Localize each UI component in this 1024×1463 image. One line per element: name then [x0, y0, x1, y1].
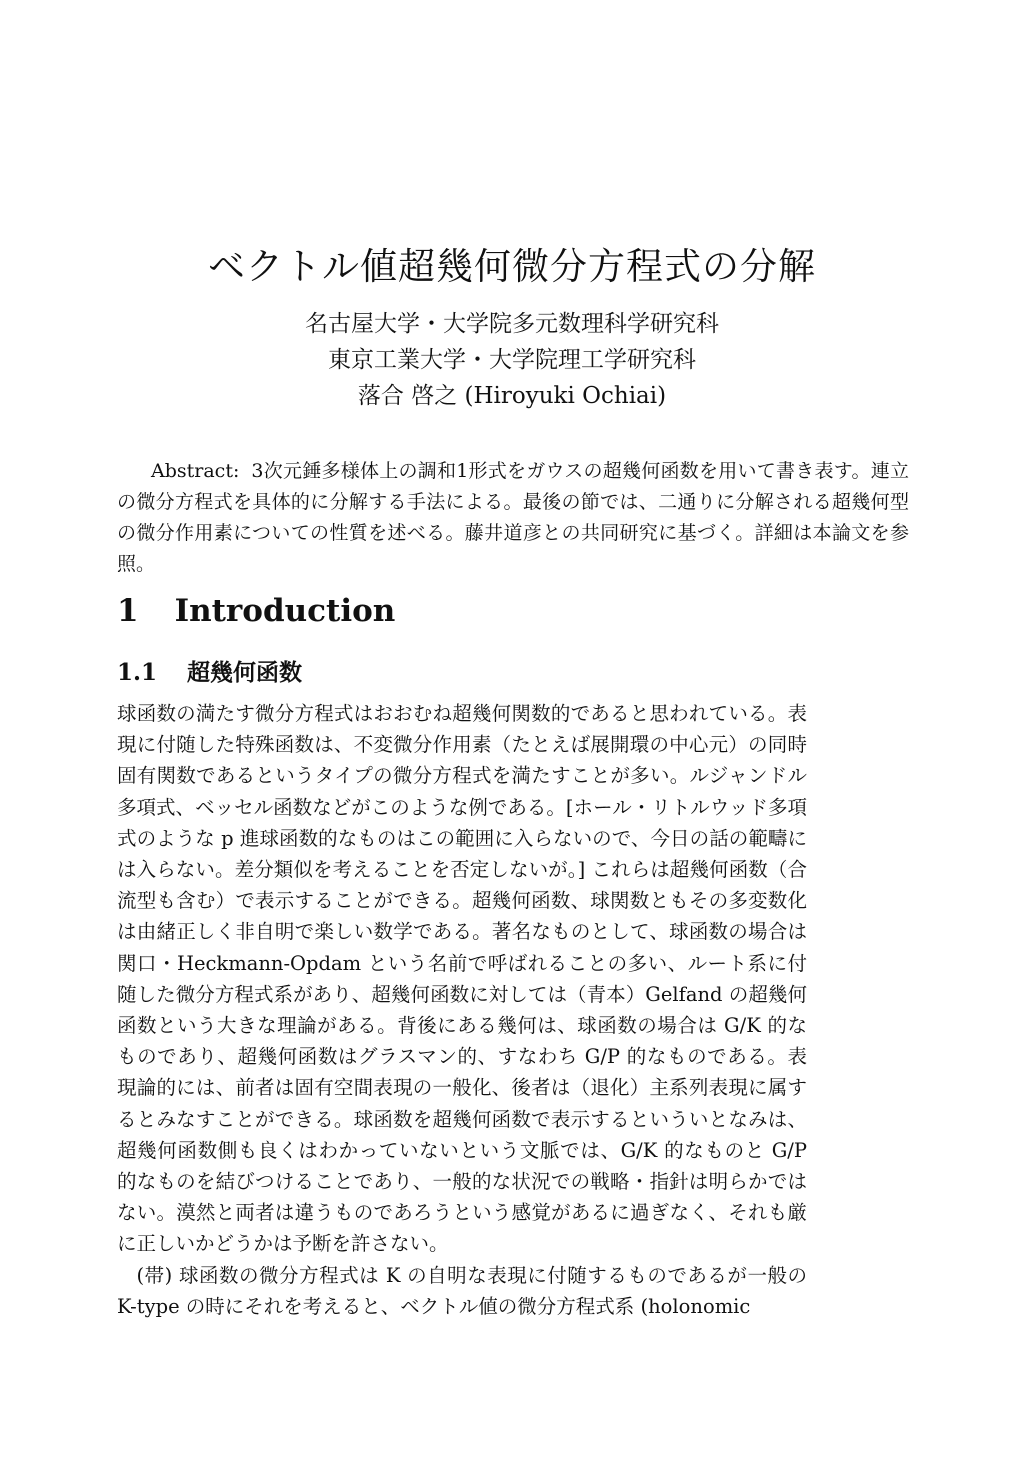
- section-heading: [117, 593, 395, 629]
- body-text: [117, 698, 807, 1322]
- subsection-heading: [117, 654, 302, 687]
- abstract: [117, 456, 909, 580]
- paragraph-2: (帯) 球函数の微分方程式は K の自明な表現に付随するものであるが一般の K-type の時にそれを考えると、ベクトル値の微分方程式系 (holonomic: [117, 1263, 807, 1318]
- abstract-label: Abstract:: [151, 460, 240, 482]
- subsection-number: 1.1: [117, 659, 158, 686]
- affiliation-tokyo-tech: 東京工業大学・大学院理工学研究科: [328, 347, 696, 373]
- author-block: [0, 306, 1024, 414]
- section-title: Introduction: [174, 593, 396, 629]
- abstract-text: 3次元錘多様体上の調和1形式をガウスの超幾何函数を用いて書き表す。連立の微分方程式を具体的に分解する手法による。最後の節では、二通りに分解される超幾何型の微分作用素についての性質を述べる。藤井道彦との共同研究に基づく。詳細は本論文を参照。: [117, 460, 909, 575]
- section-number: 1: [117, 593, 139, 629]
- subsection-title: 超幾何函数: [187, 659, 303, 686]
- affiliation-nagoya: 名古屋大学・大学院多元数理科学研究科: [305, 311, 719, 337]
- paper-title: ベクトル値超幾何微分方程式の分解: [208, 245, 816, 288]
- paragraph-1: 球函数の満たす微分方程式はおおむね超幾何関数的であると思われている。表現に付随した特殊函数は、不変微分作用素（たとえば展開環の中心元）の同時固有関数であるというタイプの微分方程式を満たすことが多い。ルジャンドル多項式、ベッセル函数などがこのような例である。[ホール・リトルウッド多項式のような p 進球函数的なものはこの範囲に入らないので、今日の話の範疇には入らない。差分類似を考えることを否定しないが。] これらは超幾何函数（合流型も含む）で表示することができる。超幾何函数、球関数ともその多変数化は由緒正しく非自明で楽しい数学である。著名なものとして、球函数の場合は関口・Heckmann-Opdam という名前で呼ばれることの多い、ルート系に付随した微分方程式系があり、超幾何函数に対しては（青本）Gelfand の超幾何函数という大きな理論がある。背後にある幾何は、球函数の場合は G/K 的なものであり、超幾何函数はグラスマン的、すなわち G/P 的なものである。表現論的には、前者は固有空間表現の一般化、後者は（退化）主系列表現に属するとみなすことができる。球函数を超幾何函数で表示するといういとなみは、超幾何函数側も良くはわかっていないという文脈では、G/K 的なものと G/P 的なものを結びつけることであり、一般的な状況での戦略・指針は明らかではない。漠然と両者は違うものであろうという感覚があるに過ぎなく、それも厳に正しいかどうかは予断を許さない。: [117, 702, 807, 1256]
- author-name: 落合 啓之 (Hiroyuki Ochiai): [357, 383, 667, 409]
